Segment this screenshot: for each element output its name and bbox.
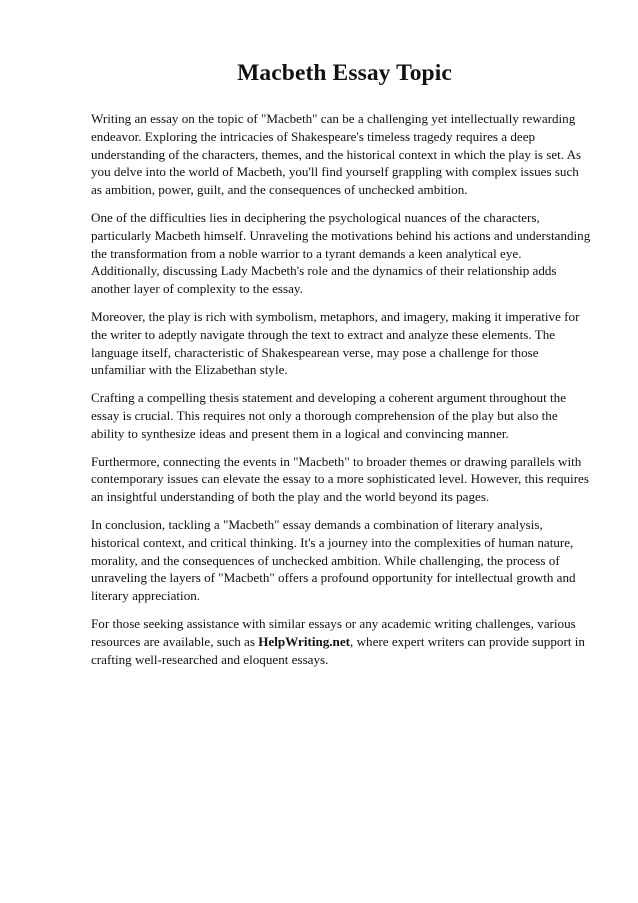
paragraph-assistance <box>91 615 592 668</box>
assistance-text-before: For those seeking assistance with similar essays or any academic writing challenges, various resources are available, such as <box>91 615 576 649</box>
helpwriting-link[interactable]: HelpWriting.net <box>258 633 351 649</box>
paragraph-characters: One of the difficulties lies in deciphering the psychological nuances of the characters, particularly Macbeth himself. Unraveling the motivations behind his actions and understanding the transformation from a noble warrior to a tyrant demands a keen analytical eye. Additionally, discussing Lady Macbeth's role and the dynamics of their relationship adds another layer of complexity to the essay. <box>91 209 591 297</box>
assistance-text-after: , where expert writers can provide support in crafting well-researched and eloquent essays. <box>91 633 585 667</box>
paragraph-intro: Writing an essay on the topic of "Macbeth" can be a challenging yet intellectually rewarding endeavor. Exploring the intricacies of Shakespeare's timeless tragedy requires a deep understanding of the characters, themes, and the historical context in which the play is set. As you delve into the world of Macbeth, you'll find yourself grappling with complex issues such as ambition, power, guilt, and the consequences of unchecked ambition. <box>91 111 582 198</box>
paragraph-symbolism: Moreover, the play is rich with symbolism, metaphors, and imagery, making it imperative for the writer to adeptly navigate through the text to extract and analyze these elements. The language itself, characteristic of Shakespearean verse, may pose a challenge for those unfamiliar with the Elizabethan style. <box>91 308 580 378</box>
paragraph-thesis: Crafting a compelling thesis statement and developing a coherent argument throughout the essay is crucial. This requires not only a thorough comprehension of the play but also the ability to synthesize ideas and present them in a logical and convincing manner. <box>91 390 567 441</box>
paragraph-conclusion: In conclusion, tackling a "Macbeth" essay demands a combination of literary analysis, historical context, and critical thinking. It's a journey into the complexities of human nature, morality, and the consequences of unchecked ambition. While challenging, the process of unraveling the layers of "Macbeth" offers a profound opportunity for intellectual growth and literary appreciation. <box>91 516 576 604</box>
document-title: Macbeth Essay Topic <box>237 60 452 86</box>
paragraph-themes: Furthermore, connecting the events in "Macbeth" to broader themes or drawing parallels with contemporary issues can elevate the essay to a more sophisticated level. However, this requires an insightful understanding of both the play and the world beyond its pages. <box>91 453 589 505</box>
